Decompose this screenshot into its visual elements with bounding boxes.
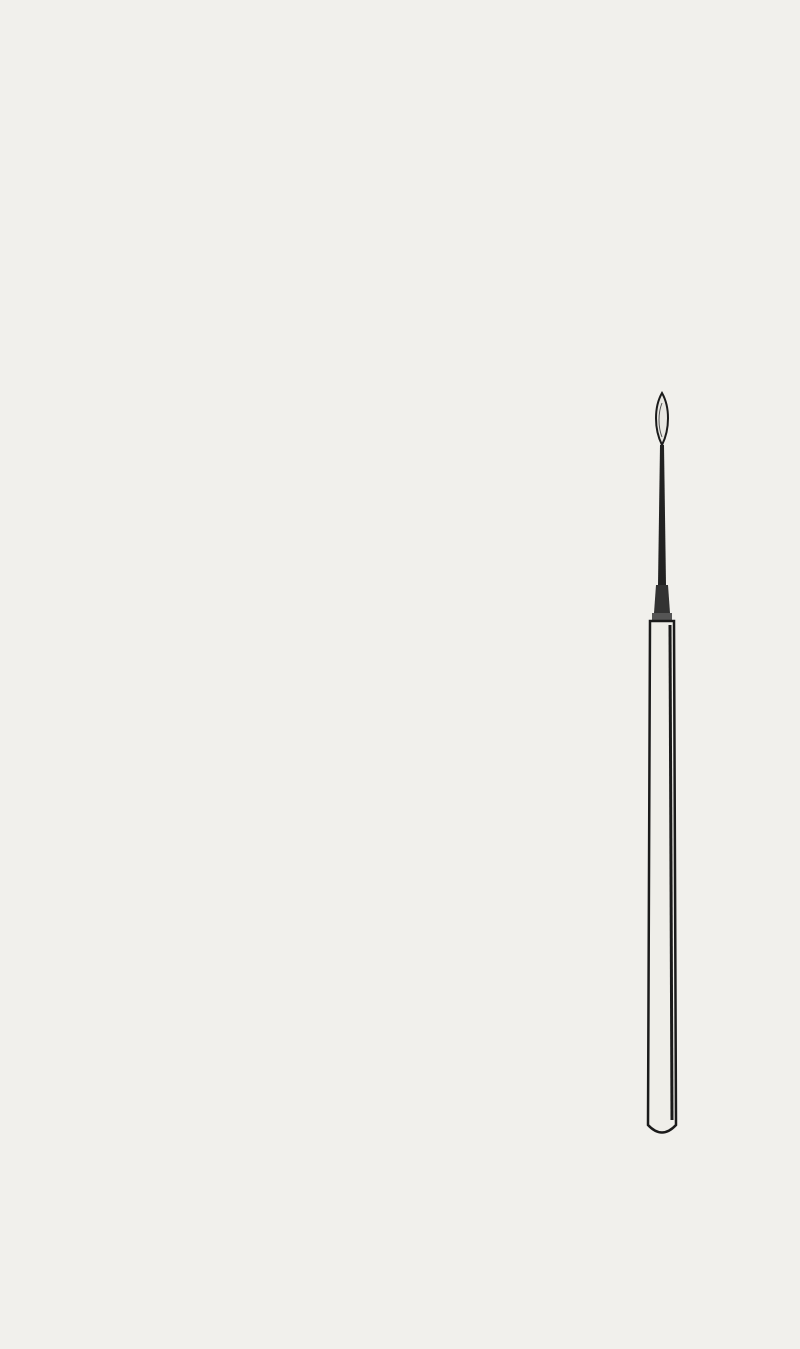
curette-needle-illustration (632, 385, 692, 1145)
